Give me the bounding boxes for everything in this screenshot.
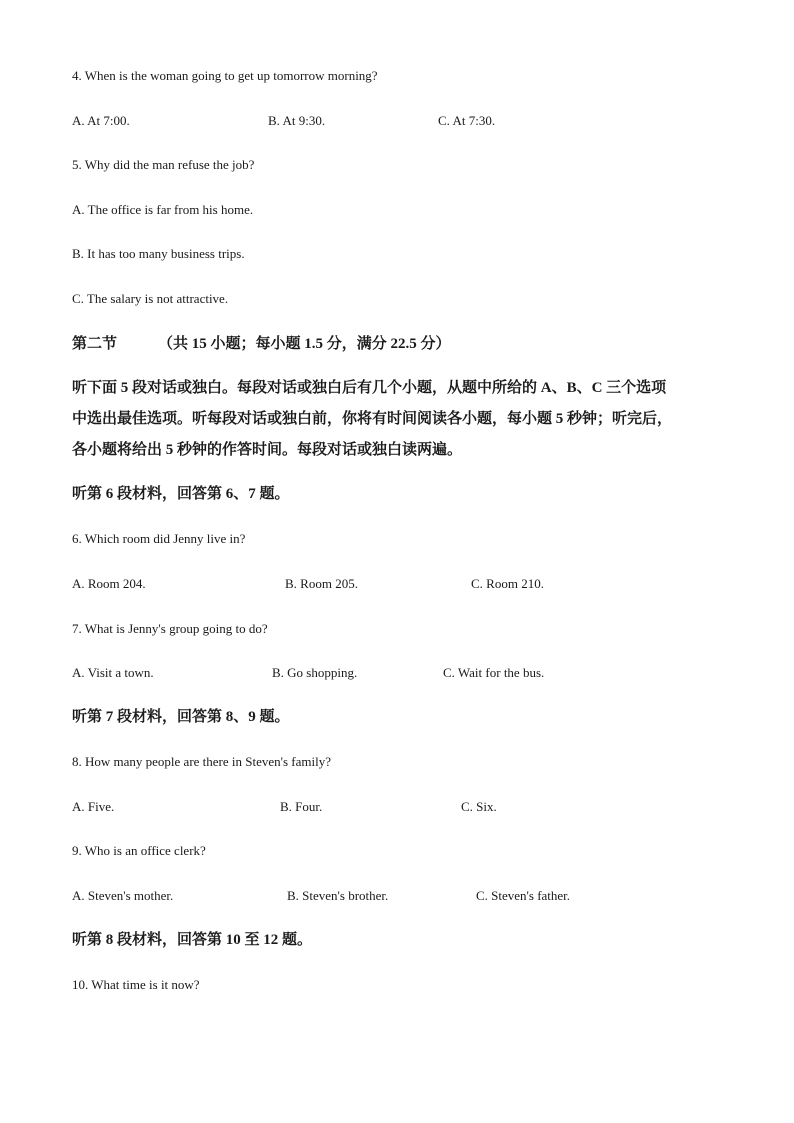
question-6-option-b: B. Room 205. bbox=[285, 576, 358, 591]
section-2-header bbox=[72, 332, 451, 353]
question-9-stem: 9. Who is an office clerk? bbox=[72, 843, 206, 858]
passage-7-heading: 听第 7 段材料，回答第 8、9 题。 bbox=[72, 709, 290, 725]
question-7-option-b: B. Go shopping. bbox=[272, 665, 358, 680]
question-8-option-b: B. Four. bbox=[280, 799, 323, 814]
question-5-option-a: A. The office is far from his home. bbox=[72, 202, 254, 217]
question-7-stem: 7. What is Jenny's group going to do? bbox=[72, 621, 268, 636]
section-2-instruction-line-1: 听下面 5 段对话或独白。每段对话或独白后有几个小题，从题中所给的 A、B、C 三个选项 bbox=[72, 380, 667, 396]
question-6-option-c: C. Room 210. bbox=[471, 576, 544, 591]
question-7-option-a: A. Visit a town. bbox=[72, 665, 154, 680]
passage-8-heading: 听第 8 段材料，回答第 10 至 12 题。 bbox=[72, 932, 313, 948]
question-9-option-a: A. Steven's mother. bbox=[72, 888, 174, 903]
section-2-instruction-line-3: 各小题将给出 5 秒钟的作答时间。每段对话或独白读两遍。 bbox=[72, 442, 463, 458]
question-6-stem: 6. Which room did Jenny live in? bbox=[72, 531, 246, 546]
question-5-option-c: C. The salary is not attractive. bbox=[72, 291, 229, 306]
question-4-stem: 4. When is the woman going to get up tomorrow morning? bbox=[72, 68, 378, 83]
question-4-option-c: C. At 7:30. bbox=[438, 113, 496, 128]
question-5-stem: 5. Why did the man refuse the job? bbox=[72, 157, 255, 172]
question-9-option-c: C. Steven's father. bbox=[476, 888, 571, 903]
question-7-option-c: C. Wait for the bus. bbox=[443, 665, 545, 680]
section-2-title: 第二节 bbox=[72, 336, 118, 352]
question-4-option-b: B. At 9:30. bbox=[268, 113, 326, 128]
question-4-option-a: A. At 7:00. bbox=[72, 113, 130, 128]
section-2-info: （共 15 小题；每小题 1.5 分，满分 22.5 分） bbox=[158, 336, 451, 352]
question-6-option-a: A. Room 204. bbox=[72, 576, 146, 591]
passage-6-heading: 听第 6 段材料，回答第 6、7 题。 bbox=[72, 486, 290, 502]
question-9-option-b: B. Steven's brother. bbox=[287, 888, 389, 903]
question-8-option-c: C. Six. bbox=[461, 799, 497, 814]
question-8-option-a: A. Five. bbox=[72, 799, 115, 814]
question-8-stem: 8. How many people are there in Steven's family? bbox=[72, 754, 332, 769]
section-2-instruction-line-2: 中选出最佳选项。听每段对话或独白前，你将有时间阅读各小题，每小题 5 秒钟；听完后， bbox=[72, 411, 673, 427]
question-10-stem: 10. What time is it now? bbox=[72, 977, 200, 992]
question-5-option-b: B. It has too many business trips. bbox=[72, 246, 245, 261]
